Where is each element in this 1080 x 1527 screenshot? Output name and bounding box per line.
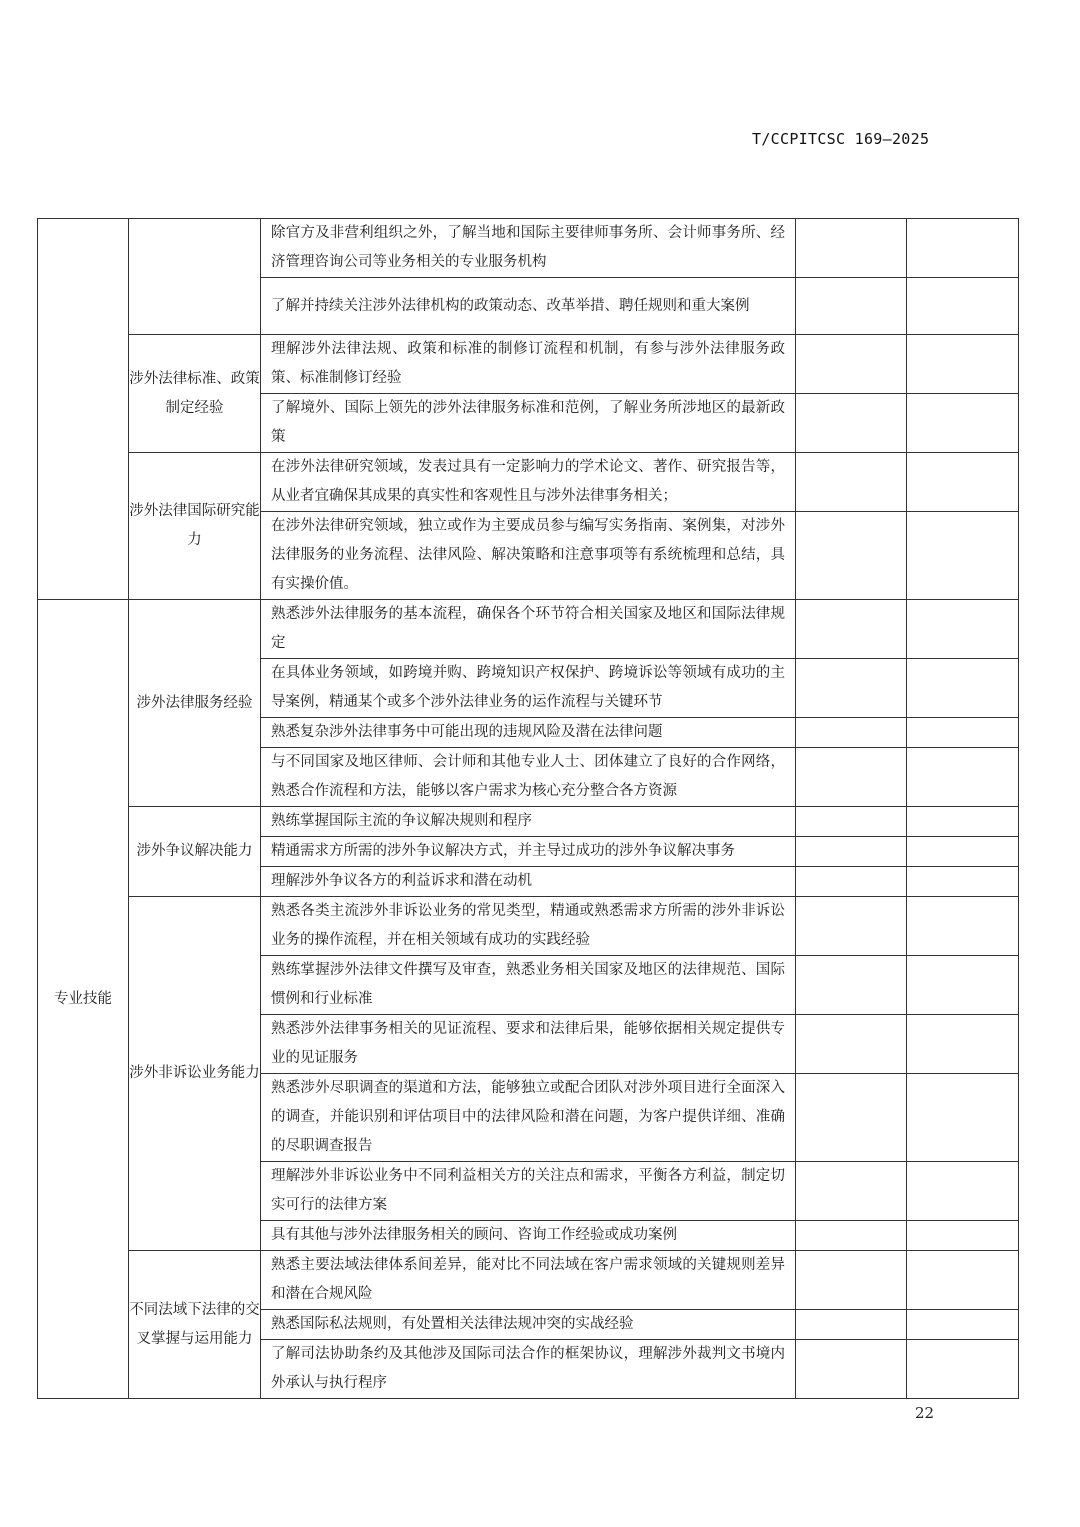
table-row [38,219,1019,278]
requirement-text: 在具体业务领域，如跨境并购、跨境知识产权保护、跨境诉讼等领域有成功的主导案例，精通某个或多个涉外法律业务的运作流程与关键环节 [261,659,796,718]
requirement-text: 理解涉外法律法规、政策和标准的制修订流程和机制，有参与涉外法律服务政策、标准制修订经验 [261,335,796,394]
requirement-text: 熟练掌握国际主流的争议解决规则和程序 [261,807,796,837]
remark-cell[interactable] [907,718,1019,748]
requirement-text: 熟悉各类主流涉外非诉讼业务的常见类型，精通或熟悉需求方所需的涉外非诉讼业务的操作流程，并在相关领域有成功的实践经验 [261,897,796,956]
score-cell[interactable] [796,1251,907,1310]
subcategory-cell: 涉外法律国际研究能力 [129,453,261,600]
score-cell[interactable] [796,659,907,718]
table-row [38,1251,1019,1310]
requirement-text: 在涉外法律研究领域，发表过具有一定影响力的学术论文、著作、研究报告等，从业者宜确保其成果的真实性和客观性且与涉外法律事务相关； [261,453,796,512]
remark-cell[interactable] [907,512,1019,600]
remark-cell[interactable] [907,219,1019,278]
score-cell[interactable] [796,748,907,807]
requirement-text: 了解并持续关注涉外法律机构的政策动态、改革举措、聘任规则和重大案例 [261,278,796,335]
requirements-table [37,218,1019,1399]
remark-cell[interactable] [907,867,1019,897]
requirement-text: 熟悉主要法域法律体系间差异，能对比不同法域在客户需求领域的关键规则差异和潜在合规风险 [261,1251,796,1310]
score-cell[interactable] [796,219,907,278]
requirement-text: 熟悉复杂涉外法律事务中可能出现的违规风险及潜在法律问题 [261,718,796,748]
requirement-text: 了解境外、国际上领先的涉外法律服务标准和范例，了解业务所涉地区的最新政策 [261,394,796,453]
subcategory-cell: 涉外法律标准、政策制定经验 [129,335,261,453]
score-cell[interactable] [796,335,907,394]
remark-cell[interactable] [907,1074,1019,1162]
remark-cell[interactable] [907,453,1019,512]
requirement-text: 除官方及非营利组织之外，了解当地和国际主要律师事务所、会计师事务所、经济管理咨询公司等业务相关的专业服务机构 [261,219,796,278]
score-cell[interactable] [796,956,907,1015]
remark-cell[interactable] [907,807,1019,837]
category-cell: 专业技能 [38,600,129,1399]
requirement-text: 熟练掌握涉外法律文件撰写及审查，熟悉业务相关国家及地区的法律规范、国际惯例和行业标准 [261,956,796,1015]
remark-cell[interactable] [907,1310,1019,1340]
subcategory-cell: 涉外争议解决能力 [129,807,261,897]
requirement-text: 熟悉涉外法律事务相关的见证流程、要求和法律后果，能够依据相关规定提供专业的见证服务 [261,1015,796,1074]
remark-cell[interactable] [907,1340,1019,1399]
remark-cell[interactable] [907,956,1019,1015]
requirement-text: 具有其他与涉外法律服务相关的顾问、咨询工作经验或成功案例 [261,1221,796,1251]
remark-cell[interactable] [907,1221,1019,1251]
score-cell[interactable] [796,394,907,453]
remark-cell[interactable] [907,837,1019,867]
table-row [38,807,1019,837]
remark-cell[interactable] [907,659,1019,718]
score-cell[interactable] [796,807,907,837]
subcategory-cell [129,219,261,335]
score-cell[interactable] [796,1340,907,1399]
table-row [38,335,1019,394]
subcategory-cell: 涉外非诉讼业务能力 [129,897,261,1251]
score-cell[interactable] [796,1310,907,1340]
remark-cell[interactable] [907,1251,1019,1310]
table-row [38,453,1019,512]
requirement-text: 熟悉涉外尽职调查的渠道和方法，能够独立或配合团队对涉外项目进行全面深入的调查，并能识别和评估项目中的法律风险和潜在问题，为客户提供详细、准确的尽职调查报告 [261,1074,796,1162]
subcategory-cell: 不同法域下法律的交叉掌握与运用能力 [129,1251,261,1399]
table-row [38,897,1019,956]
remark-cell[interactable] [907,1015,1019,1074]
score-cell[interactable] [796,1221,907,1251]
requirement-text: 熟悉国际私法规则，有处置相关法律法规冲突的实战经验 [261,1310,796,1340]
remark-cell[interactable] [907,394,1019,453]
score-cell[interactable] [796,1074,907,1162]
requirement-text: 了解司法协助条约及其他涉及国际司法合作的框架协议，理解涉外裁判文书境内外承认与执行程序 [261,1340,796,1399]
requirement-text: 理解涉外争议各方的利益诉求和潜在动机 [261,867,796,897]
subcategory-cell: 涉外法律服务经验 [129,600,261,807]
score-cell[interactable] [796,453,907,512]
remark-cell[interactable] [907,278,1019,335]
requirement-text: 与不同国家及地区律师、会计师和其他专业人士、团体建立了良好的合作网络，熟悉合作流程和方法，能够以客户需求为核心充分整合各方资源 [261,748,796,807]
requirement-text: 在涉外法律研究领域，独立或作为主要成员参与编写实务指南、案例集，对涉外法律服务的业务流程、法律风险、解决策略和注意事项等有系统梳理和总结，具有实操价值。 [261,512,796,600]
score-cell[interactable] [796,897,907,956]
remark-cell[interactable] [907,1162,1019,1221]
requirement-text: 精通需求方所需的涉外争议解决方式，并主导过成功的涉外争议解决事务 [261,837,796,867]
score-cell[interactable] [796,1162,907,1221]
score-cell[interactable] [796,837,907,867]
page-number: 22 [915,1404,935,1422]
score-cell[interactable] [796,512,907,600]
requirement-text: 熟悉涉外法律服务的基本流程，确保各个环节符合相关国家及地区和国际法律规定 [261,600,796,659]
remark-cell[interactable] [907,897,1019,956]
category-cell [38,219,129,600]
requirement-text: 理解涉外非诉讼业务中不同利益相关方的关注点和需求，平衡各方利益，制定切实可行的法律方案 [261,1162,796,1221]
score-cell[interactable] [796,600,907,659]
remark-cell[interactable] [907,600,1019,659]
remark-cell[interactable] [907,748,1019,807]
document-code: T/CCPITCSC 169—2025 [752,130,930,148]
score-cell[interactable] [796,278,907,335]
table-row [38,600,1019,659]
score-cell[interactable] [796,718,907,748]
remark-cell[interactable] [907,335,1019,394]
score-cell[interactable] [796,1015,907,1074]
score-cell[interactable] [796,867,907,897]
